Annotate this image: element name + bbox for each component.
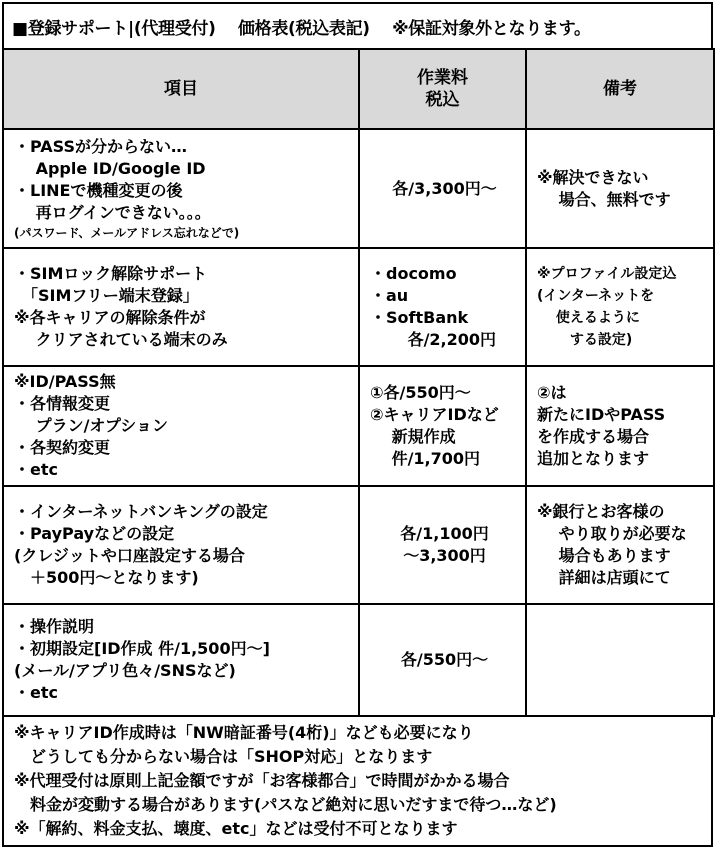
page-title: ■登録サポート|(代理受付) 価格表(税込表記) ※保証対象外となります。	[2, 2, 713, 48]
item-line: (クレジットや口座設定する場合	[14, 546, 245, 565]
fee-cell	[359, 604, 526, 716]
note-line: を作成する場合	[537, 427, 650, 446]
note-cell	[526, 248, 714, 366]
item-line: ・操作説明	[14, 617, 95, 636]
note-cell	[526, 129, 714, 248]
fee-line: ～3,300円	[403, 546, 486, 565]
note-line: 場合もあります	[537, 546, 671, 565]
item-line: ※ID/PASS無	[14, 372, 116, 391]
header-fee-line1: 作業料	[417, 68, 468, 88]
item-line: ・etc	[14, 460, 58, 479]
item-line: (メール/アプリ色々/SNSなど)	[14, 661, 236, 680]
table-row	[3, 486, 714, 604]
header-note: 備考	[526, 49, 714, 129]
item-line: 「SIMフリー端末登録」	[14, 286, 199, 305]
item-line: ・インターネットバンキングの設定	[14, 502, 268, 521]
footnote-line: ※「解約、料金支払、壊度、etc」などは受付不可となります	[14, 819, 458, 838]
item-line: 再ログインできない。。。	[14, 202, 211, 222]
item-line: ※各キャリアの解除条件が	[14, 308, 206, 327]
fee-line: 件/1,700円	[370, 449, 481, 468]
item-line: プラン/オプション	[14, 416, 168, 435]
note-cell	[526, 604, 714, 716]
table-row	[3, 366, 714, 486]
fee-line: 各/2,200円	[370, 330, 497, 349]
item-line: ・LINEで機種変更の後	[14, 180, 183, 200]
fee-line: 各/550円～	[400, 650, 489, 669]
fee-line: 新規作成	[370, 427, 456, 446]
footnote-line: ※キャリアID作成時は「NW暗証番号(4桁)」なども必要になり	[14, 723, 474, 742]
fee-line: ②キャリアIDなど	[370, 405, 499, 424]
price-table	[2, 48, 715, 717]
table-row	[3, 604, 714, 716]
note-line: 追加となります	[537, 449, 650, 468]
item-cell	[3, 248, 359, 366]
fee-line: ①各/550円～	[370, 383, 471, 402]
footnotes-box	[2, 715, 713, 847]
note-line: 場合、無料です	[537, 189, 671, 209]
note-line: やり取りが必要な	[537, 524, 687, 543]
fee-cell	[359, 129, 526, 248]
header-fee-line2: 税込	[425, 90, 460, 110]
item-line: ・各契約変更	[14, 438, 111, 457]
fee-line: 各/1,100円	[400, 524, 489, 543]
note-cell	[526, 366, 714, 486]
item-small-note: (パスワード、メールアドレス忘れなどで)	[14, 225, 240, 240]
note-line: (インターネットを	[537, 288, 655, 304]
note-cell	[526, 486, 714, 604]
fee-line: ・SoftBank	[370, 308, 469, 327]
header-fee	[359, 49, 526, 129]
fee-line: 各/3,300円～	[392, 178, 497, 198]
item-line: ・PayPayなどの設定	[14, 524, 175, 543]
item-line: ・PASSが分からない…	[14, 136, 187, 156]
item-line: クリアされている端末のみ	[14, 330, 228, 349]
fee-cell	[359, 248, 526, 366]
item-line: Apple ID/Google ID	[14, 158, 206, 178]
item-cell	[3, 486, 359, 604]
footnote-line: どうしても分からない場合は「SHOP対応」となります	[14, 747, 433, 766]
table-row	[3, 129, 714, 248]
item-cell	[3, 604, 359, 716]
fee-line: ・au	[370, 286, 409, 305]
item-cell	[3, 129, 359, 248]
item-line: ・初期設定[ID作成 件/1,500円～]	[14, 639, 270, 658]
note-line: 使えるように	[537, 310, 640, 326]
item-line: ・各情報変更	[14, 394, 111, 413]
header-item: 項目	[3, 49, 359, 129]
note-line: ※解決できない	[537, 167, 649, 187]
table-row	[3, 248, 714, 366]
item-line: ・SIMロック解除サポート	[14, 264, 208, 283]
fee-line: ・docomo	[370, 264, 457, 283]
item-cell	[3, 366, 359, 486]
note-line: 詳細は店頭にて	[537, 568, 671, 587]
note-line: ※銀行とお客様の	[537, 502, 665, 521]
footnote-line: ※代理受付は原則上記金額ですが「お客様都合」で時間がかかる場合	[14, 771, 510, 790]
footnote-line: 料金が変動する場合があります(パスなど絶対に思いだすまで待つ…など)	[14, 795, 557, 814]
item-line: ＋500円～となります)	[14, 568, 199, 587]
note-line: ※プロファイル設定込	[537, 266, 677, 282]
note-line: ②は	[537, 383, 567, 402]
fee-cell	[359, 366, 526, 486]
fee-cell	[359, 486, 526, 604]
table-header-row	[3, 49, 714, 129]
item-line: ・etc	[14, 683, 58, 702]
note-line: 新たにIDやPASS	[537, 405, 666, 424]
note-line: する設定)	[537, 332, 633, 348]
